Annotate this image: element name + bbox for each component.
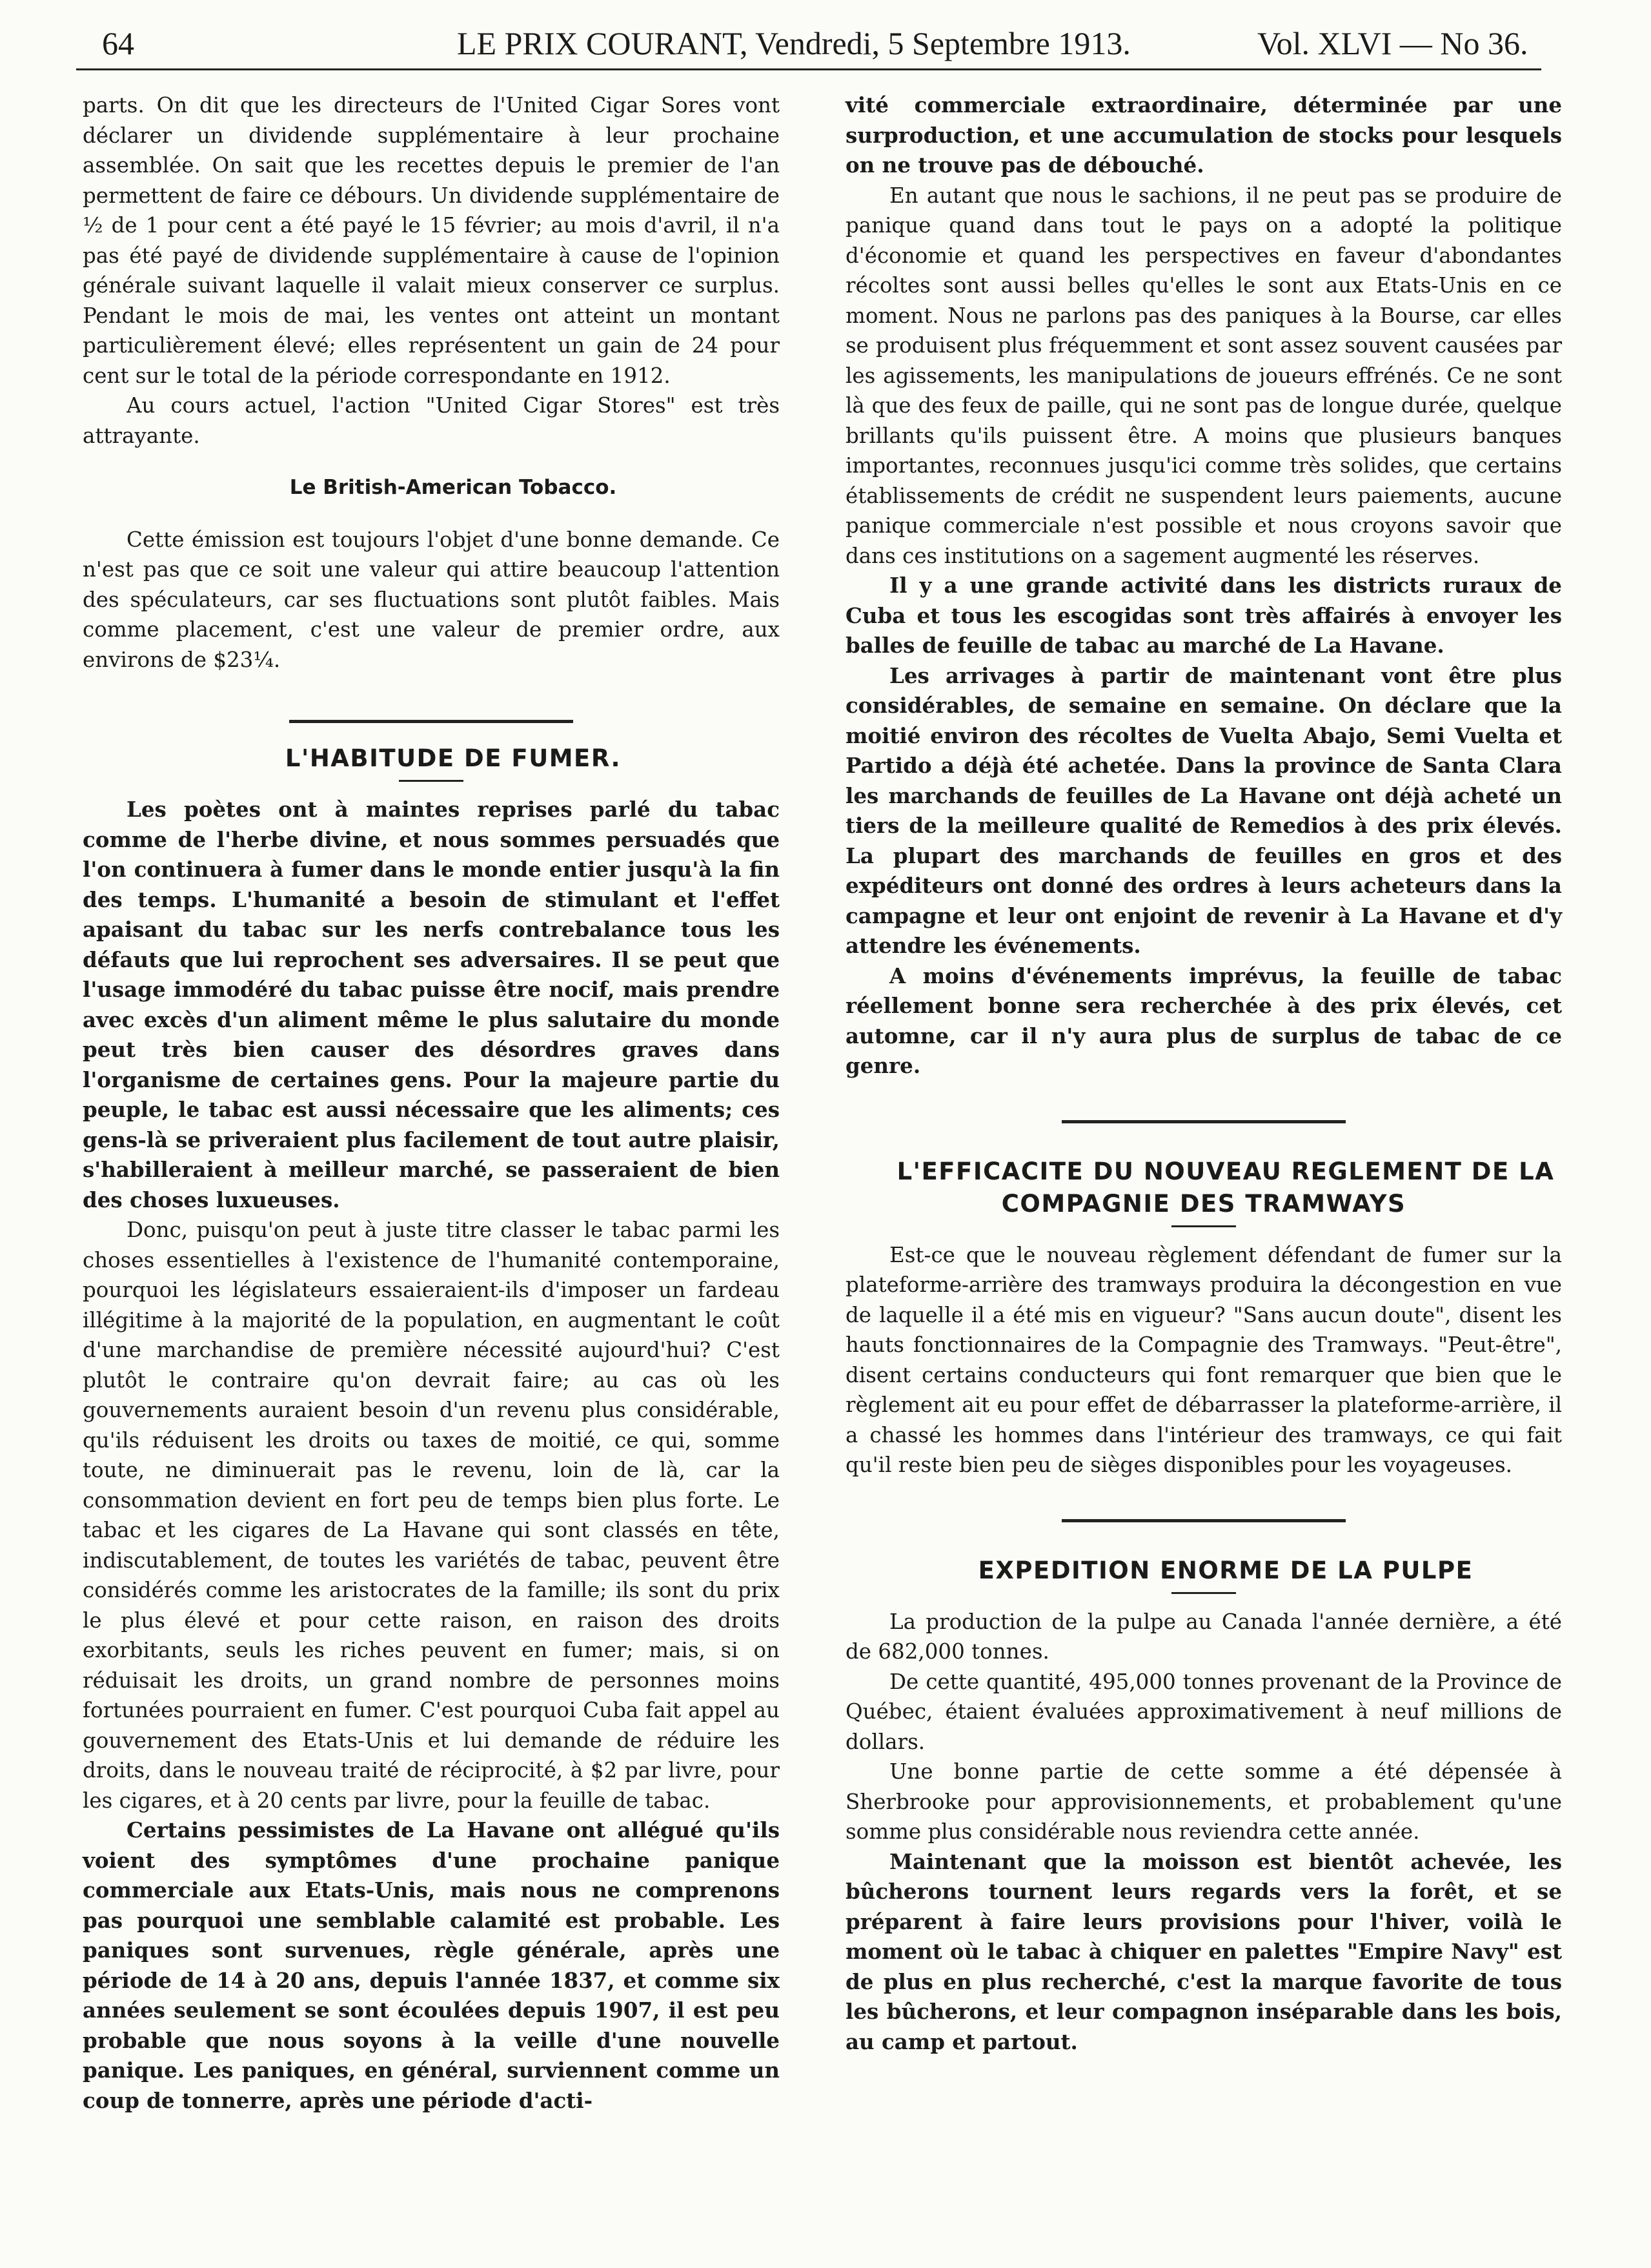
tramways-title: L'EFFICACITE DU NOUVEAU REGLEMENT DE LA COMPAGNIE DES TRAMWAYS	[896, 1157, 1555, 1218]
pulpe-paragraph-3: Une bonne partie de cette somme a été dépensée à Sherbrooke pour approvisionnements, et probablement qu'une somme plus considérable nous reviendra cette année.	[846, 1759, 1562, 1844]
habitude-continued-4: Les arrivages à partir de maintenant vont être plus considérables, de semaine en semaine. On déclare que la moitié environ des récoltes de Vuelta Abajo, Semi Vuelta et Partido a déjà été achetée. Dans la province de Santa Clara les marchands de feuilles de La Havane ont déjà acheté un tiers de la meilleure qualité de Remedios à des prix élevés. La plupart des marchands de feuilles en gros et des expéditeurs ont donné des ordres à leurs acheteurs dans la campagne et leur ont enjoint de revenir à La Havane et d'y attendre les événements.	[846, 662, 1562, 958]
pulpe-title: EXPEDITION ENORME DE LA PULPE	[978, 1556, 1474, 1584]
page-number: 64	[102, 25, 134, 61]
volume-number: Vol. XLVI — No 36.	[1257, 25, 1528, 61]
habitude-paragraph-2: Donc, puisqu'on peut à juste titre classer le tabac parmi les choses essentielles à l'existence de l'humanité contemporaine, pourquoi les législateurs essaieraient-ils d'imposer un fardeau illégitime à la majorité de la population, en augmentant le coût d'une marchandise de première nécessité aujourd'hui? C'est plutôt le contraire qu'on devrait faire; au cas où les gouvernements auraient besoin d'un revenu plus considérable, qu'ils réduisent les droits ou taxes de moitié, ce qui, somme toute, ne diminuerait pas le revenu, loin de là, car la consommation devient en fort peu de temps bien plus forte. Le tabac et les cigares de La Havane qui sont classés en tête, indiscutablement, de toutes les variétés de tabac, peuvent être considérés comme les aristocrates de la famille; ils sont du prix le plus élevé et pour cette raison, en raison des droits exorbitants, seuls les riches peuvent en fumer; mais, si on réduisait les droits, un grand nombre de personnes moins fortunées pourraient en fumer. C'est pourquoi Cuba fait appel au gouvernement des Etats-Unis et lui demande de réduire les droits, dans le nouveau traité de réciprocité, à $2 par livre, pour les cigares, et à 20 cents par livre, pour la feuille de tabac.	[83, 1218, 780, 1813]
habitude-title: L'HABITUDE DE FUMER.	[285, 744, 622, 772]
header-rule	[76, 68, 1541, 70]
pulpe-paragraph-1: La production de la pulpe au Canada l'année dernière, a été de 682,000 tonnes.	[846, 1609, 1562, 1664]
habitude-paragraph-1: Les poètes ont à maintes reprises parlé du tabac comme de l'herbe divine, et nous sommes persuadés que l'on continuera à fumer dans le monde entier jusqu'à la fin des temps. L'humanité a besoin de stimulant et l'effet apaisant du tabac sur les nerfs contrebalance tous les défauts que lui reprochent ses adversaires. Il se peut que l'usage immodéré du tabac puisse être nocif, mais prendre avec excès d'un aliment même le plus salutaire du monde peut très bien causer des désordres graves dans l'organisme de certaines gens. Pour la majeure partie du peuple, le tabac est aussi nécessaire que les aliments; ces gens-là se priveraient plus facilement de tout autre plaisir, s'habilleraient à meilleur marché, se passeraient de bien des choses luxueuses.	[83, 797, 780, 1212]
cigar-paragraph-1: parts. On dit que les directeurs de l'United Cigar Sores vont déclarer un dividende supplémentaire à leur prochaine assemblée. On sait que les recettes depuis le premier de l'an permettent de faire ce débours. Un dividende supplémentaire de ½ de 1 pour cent a été payé le 15 février; au mois d'avril, il n'a pas été payé de dividende supplémentaire à cause de l'opinion générale suivant laquelle il valait mieux conserver ce surplus. Pendant le mois de mai, les ventes ont atteint un montant particulièrement élevé; elles représentent un gain de 24 pour cent sur le total de la période correspondante en 1912.	[83, 93, 780, 388]
pulpe-paragraph-4: Maintenant que la moisson est bientôt achevée, les bûcherons tournent leurs regards vers la forêt, et se préparent à faire leurs provisions pour l'hiver, voilà le moment où le tabac à chiquer en palettes "Empire Navy" est de plus en plus recherché, c'est la marque favorite de tous les bûcherons, et leur compagnon inséparable dans les bois, au camp et partout.	[846, 1848, 1562, 2054]
left-column	[83, 90, 780, 2116]
masthead-title: LE PRIX COURANT, Vendredi, 5 Septembre 1913.	[457, 25, 1131, 61]
bat-heading: Le British-American Tobacco.	[289, 476, 617, 499]
habitude-continued-5: A moins d'événements imprévus, la feuille de tabac réellement bonne sera recherchée à des prix élevés, cet automne, car il n'y aura plus de surplus de tabac de ce genre.	[846, 963, 1562, 1078]
habitude-continued-2: En autant que nous le sachions, il ne peut pas se produire de panique quand dans tout le pays on a adopté la politique d'économie et quand les perspectives en faveur d'abondantes récoltes sont aussi belles qu'elles le sont aux Etats-Unis en ce moment. Nous ne parlons pas des paniques à la Bourse, car elles se produisent plus fréquemment et sont assez souvent causées par les agissements, les manipulations de joueurs effrénés. Ce ne sont là que des feux de paille, qui ne sont pas de longue durée, quelque brillants qu'ils puissent être. A moins que plusieurs banques importantes, reconnues jusqu'ici comme très solides, que certains établissements de crédit ne suspendent leurs paiements, aucune panique commerciale n'est possible et nous croyons savoir que dans ces institutions on a sagement augmenté les réserves.	[846, 183, 1562, 568]
habitude-continued-1: vité commerciale extraordinaire, déterminée par une surproduction, et une accumulation de stocks pour lesquels on ne trouve pas de débouché.	[846, 92, 1562, 178]
tramways-paragraph: Est-ce que le nouveau règlement défendant de fumer sur la plateforme-arrière des tramways produira la décongestion en vue de laquelle il a été mis en vigueur? "Sans aucun doute", disent les hauts fonctionnaires de la Compagnie des Tramways. "Peut-être", disent certains conducteurs qui font remarquer que bien que le règlement ait eu pour effet de débarrasser la plateforme-arrière, il a chassé les hommes dans l'intérieur des tramways, ce qui fait qu'il reste bien peu de sièges disponibles pour les voyageuses.	[846, 1242, 1562, 1477]
cigar-paragraph-2: Au cours actuel, l'action "United Cigar Stores" est très attrayante.	[83, 393, 780, 448]
page-header	[76, 17, 1541, 68]
habitude-continued-3: Il y a une grande activité dans les districts ruraux de Cuba et tous les escogidas sont très affairés à envoyer les balles de feuille de tabac au marché de La Havane.	[846, 573, 1562, 658]
pulpe-paragraph-2: De cette quantité, 495,000 tonnes provenant de la Province de Québec, étaient évaluées approximativement à neuf millions de dollars.	[846, 1669, 1562, 1754]
bat-paragraph: Cette émission est toujours l'objet d'une bonne demande. Ce n'est pas que ce soit une valeur qui attire beaucoup l'attention des spéculateurs, car ses fluctuations sont plutôt faibles. Mais comme placement, c'est une valeur de premier ordre, aux environs de $23¼.	[83, 527, 780, 672]
habitude-paragraph-3: Certains pessimistes de La Havane ont allégué qu'ils voient des symptômes d'une prochaine panique commerciale aux Etats-Unis, mais nous ne comprenons pas pourquoi une semblable calamité est probable. Les paniques sont survenues, règle générale, après une période de 14 à 20 ans, depuis l'année 1837, et comme six années seulement se sont écoulées depuis 1907, il est peu probable que nous soyons à la veille d'une nouvelle panique. Les paniques, en général, surviennent comme un coup de tonnerre, après une période d'acti-	[83, 1817, 780, 2113]
right-column	[846, 90, 1562, 2057]
